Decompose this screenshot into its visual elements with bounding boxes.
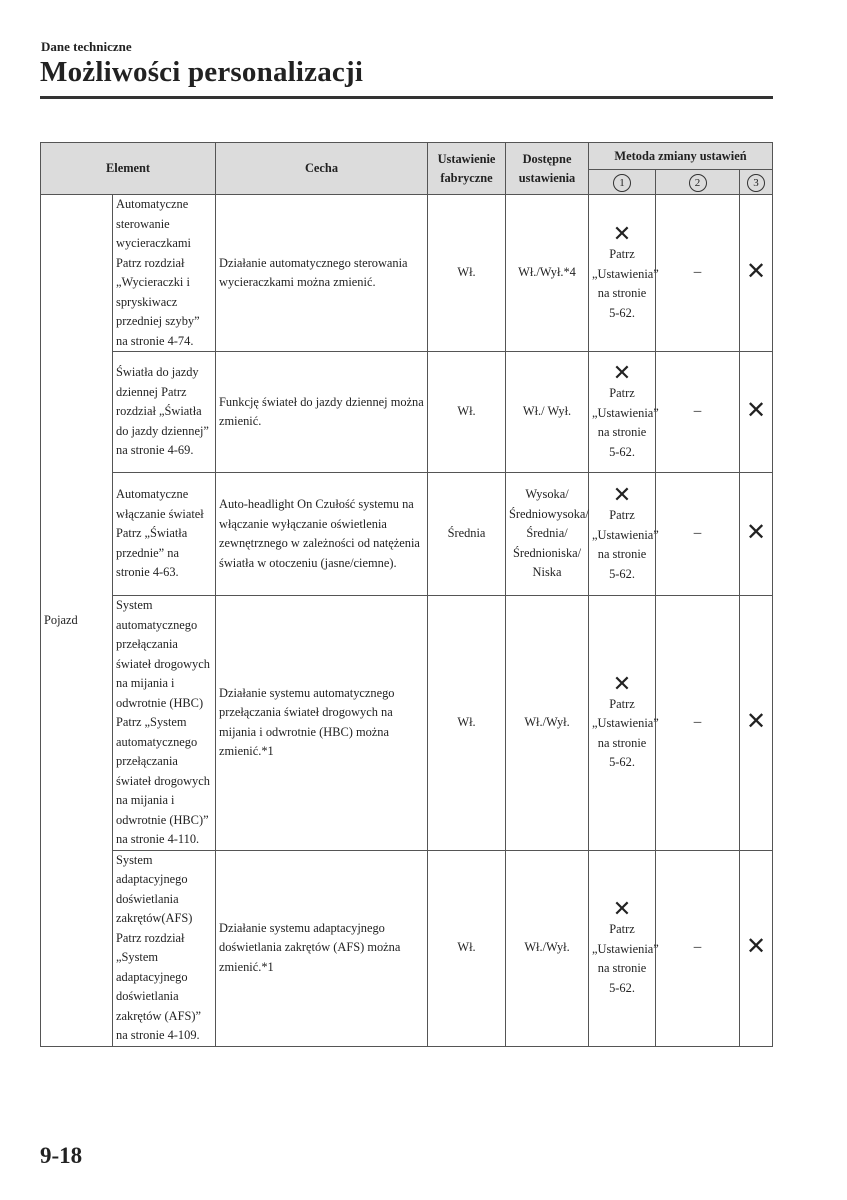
header-available-settings: Dostępne ustawienia <box>506 143 589 195</box>
method-3-cell: ✕ <box>740 352 773 473</box>
method-2-cell: – <box>656 596 740 851</box>
available-cell: Wł./Wył. <box>506 596 589 851</box>
available-cell: Wł./ Wył. <box>506 352 589 473</box>
table-row <box>41 596 773 851</box>
method-1-cell <box>589 850 659 1046</box>
element-cell: System automatycznego przełączania świateł drogowych na mijania i odwrotnie (HBC) Patrz „System automatycznego przełączania świateł drogowych na mijania i odwrotnie (HBC)” na stronie 4-110. <box>113 596 216 851</box>
not-available-icon: ✕ <box>612 482 632 507</box>
factory-cell: Wł. <box>428 596 506 851</box>
header-element: Element <box>41 143 216 195</box>
table-row <box>41 473 773 596</box>
circled-number-3: 3 <box>747 174 765 192</box>
method-3-cell: ✕ <box>740 473 773 596</box>
circled-number-2: 2 <box>689 174 707 192</box>
element-cell: Automatyczne włączanie świateł Patrz „Światła przednie” na stronie 4-63. <box>113 473 216 596</box>
factory-cell: Wł. <box>428 352 506 473</box>
group-cell: Pojazd <box>41 195 113 1047</box>
header-change-method: Metoda zmiany ustawień <box>589 143 773 170</box>
element-cell: System adaptacyjnego doświetlania zakrętów(AFS) Patrz rozdział „System adaptacyjnego doświetlania zakrętów (AFS)” na stronie 4-109. <box>113 850 216 1046</box>
method-2-cell: – <box>656 473 740 596</box>
feature-cell: Auto-headlight On Czułość systemu na włączanie wyłączanie oświetlenia zewnętrznego w zależności od natężenia światła w otoczeniu (jasne/ciemne). <box>216 473 428 596</box>
header-method-1 <box>589 170 656 195</box>
factory-cell: Wł. <box>428 195 506 352</box>
not-available-icon: ✕ <box>612 896 632 921</box>
available-cell: Wł./Wył.*4 <box>506 195 589 352</box>
feature-cell <box>216 596 428 851</box>
header-feature: Cecha <box>216 143 428 195</box>
element-cell: Automatyczne sterowanie wycieraczkami Patrz rozdział „Wycieraczki i spryskiwacz przedniej szyby” na stronie 4-74. <box>113 195 216 352</box>
page-number: 9-18 <box>40 1143 83 1168</box>
feature-text: Działanie systemu automatycznego przełączania świateł drogowych na mijania i odwrotnie (HBC) można zmienić.*1 <box>219 685 395 759</box>
method-1-note: Patrz „Ustawienia” na stronie 5-62. <box>592 247 659 320</box>
feature-cell: Funkcję świateł do jazdy dziennej można zmienić. <box>216 352 428 473</box>
method-1-cell <box>589 473 659 596</box>
feature-cell: Działanie automatycznego sterowania wycieraczkami można zmienić. <box>216 195 428 352</box>
table-row <box>41 195 773 352</box>
factory-cell: Średnia <box>428 473 506 596</box>
header-method-2 <box>656 170 740 195</box>
method-1-note: Patrz „Ustawienia” na stronie 5-62. <box>592 508 659 581</box>
title-divider <box>40 96 773 99</box>
header-method-3 <box>740 170 773 195</box>
method-1-cell <box>589 195 659 352</box>
method-1-note: Patrz „Ustawienia” na stronie 5-62. <box>592 386 659 459</box>
section-label: Dane techniczne <box>41 39 132 54</box>
available-cell: Wł./Wył. <box>506 850 589 1046</box>
factory-cell: Wł. <box>428 850 506 1046</box>
customization-table <box>40 142 773 1047</box>
header-factory-setting: Ustawienie fabryczne <box>428 143 506 195</box>
method-1-note: Patrz „Ustawienia” na stronie 5-62. <box>592 696 659 770</box>
method-1-note: Patrz „Ustawienia” na stronie 5-62. <box>592 922 659 995</box>
method-1-cell <box>589 596 659 851</box>
not-available-icon: ✕ <box>612 221 632 246</box>
method-2-cell: – <box>656 195 740 352</box>
method-1-cell <box>589 352 659 473</box>
available-cell: Wysoka/ Średniowysoka/ Średnia/ Średnioniska/ Niska <box>506 473 589 596</box>
element-cell: Światła do jazdy dziennej Patrz rozdział „Światła do jazdy dziennej” na stronie 4-69. <box>113 352 216 473</box>
page-title: Możliwości personalizacji <box>40 56 364 88</box>
table-row <box>41 850 773 1046</box>
method-3-cell: ✕ <box>740 850 773 1046</box>
method-2-cell: – <box>656 850 740 1046</box>
method-3-cell: ✕ <box>740 596 773 851</box>
feature-cell: Działanie systemu adaptacyjnego doświetlania zakrętów (AFS) można zmienić.*1 <box>216 850 428 1046</box>
not-available-icon: ✕ <box>612 360 632 385</box>
circled-number-1: 1 <box>613 174 631 192</box>
method-2-cell: – <box>656 352 740 473</box>
method-3-cell: ✕ <box>740 195 773 352</box>
table-row <box>41 352 773 473</box>
not-available-icon: ✕ <box>612 670 632 696</box>
